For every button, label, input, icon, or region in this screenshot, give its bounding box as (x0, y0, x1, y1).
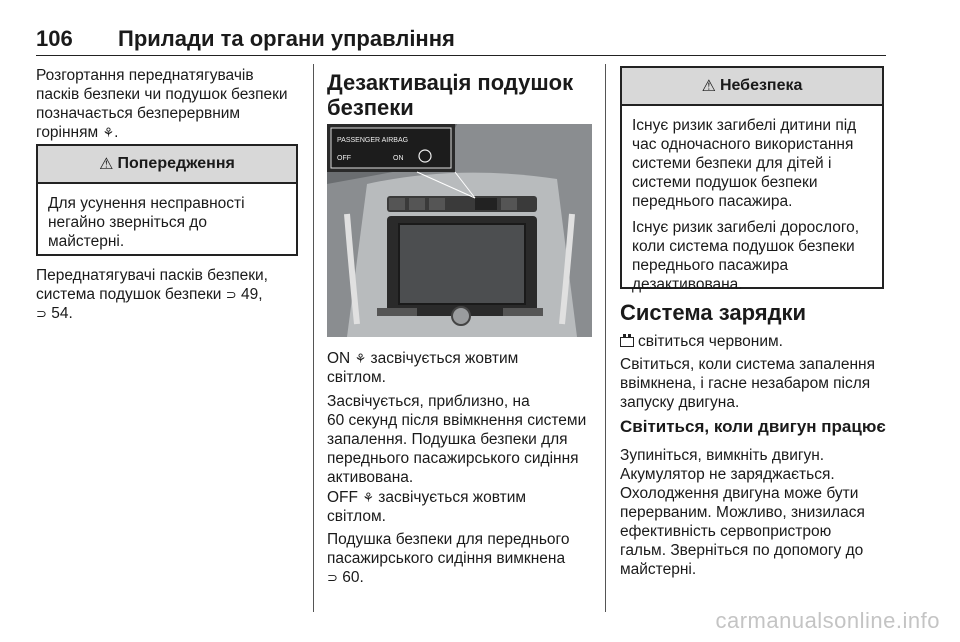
text-line: Світиться, коли система запалення (620, 356, 876, 373)
airbag-icon: ⚘ (102, 125, 115, 140)
charging-description (620, 355, 895, 412)
text-line: майстерні. (620, 561, 697, 578)
text-line: ⊃ 54. (36, 305, 73, 322)
warning-box-header (38, 146, 296, 184)
watermark: carmanualsonline.info (715, 608, 940, 633)
off-description-paragraph (327, 530, 602, 587)
text-line: ⊃ 60. (327, 569, 364, 586)
text-line: пасажирського сидіння вимкнена (327, 550, 566, 567)
seatbelt-paragraph (36, 266, 306, 323)
text-line: ввімкнена, і гасне незабаром після (620, 375, 871, 392)
danger-paragraph-2: Існує ризик загибелі дорослого, коли система подушок безпеки переднього пасажира дезактивована. (632, 219, 860, 293)
text-line: система подушок безпеки ⊃ 49, (36, 286, 263, 303)
page-ref-icon: ⊃ (327, 570, 338, 585)
page-ref-icon: ⊃ (36, 306, 47, 321)
text-line: переднього пасажирського сидіння (327, 450, 579, 467)
warning-icon: ⚠ (701, 78, 716, 95)
warning-line: негайно зверніться до (48, 214, 207, 231)
text-line: світлом. (327, 508, 386, 525)
text-line: OFF ⚘ засвічується жовтим (327, 489, 527, 506)
text-line: 60 секунд після ввімкнення системи (327, 412, 587, 429)
dashboard-photo (327, 124, 592, 337)
page-title: Прилади та органи управління (118, 26, 455, 51)
text-line: ефективність сервопристрою (620, 523, 832, 540)
text-line: Зупиніться, вимкніть двигун. (620, 447, 825, 464)
text-line: активована. (327, 469, 414, 486)
intro-line: горінням ⚘. (36, 124, 119, 141)
on-description-paragraph (327, 392, 602, 487)
text-line: Акумулятор не заряджається. (620, 466, 835, 483)
intro-line: Розгортання переднатягувачів (36, 67, 254, 84)
text-line: гальм. Зверніться по допомогу до (620, 542, 864, 559)
danger-paragraph-1: Існує ризик загибелі дитини під час одночасного використання системи безпеки для дітей і системи подушок безпеки переднього пасажира. (632, 117, 857, 210)
charging-system-heading: Система зарядки (620, 300, 807, 325)
intro-paragraph (36, 66, 306, 142)
intro-line: позначається безперервним (36, 105, 241, 122)
text-line: Охолодження двигуна може бути (620, 485, 859, 502)
passenger-airbag-label: PASSENGER AIRBAG (337, 137, 409, 144)
warning-box (36, 144, 298, 256)
warning-icon: ⚠ (99, 156, 114, 173)
danger-box-body (622, 106, 882, 302)
text-line: Переднатягувачі пасків безпеки, (36, 267, 268, 284)
page-header (36, 24, 886, 56)
text-line: Подушка безпеки для переднього (327, 531, 570, 548)
text-line: запуску двигуна. (620, 394, 740, 411)
text-line: Засвічується, приблизно, на (327, 393, 530, 410)
warning-title: Попередження (117, 155, 235, 172)
column-divider-1 (313, 64, 314, 612)
page-number: 106 (36, 26, 73, 51)
page-ref-icon: ⊃ (225, 287, 237, 302)
airbag-deactivation-heading: Дезактивація подушок безпеки (327, 70, 574, 120)
on-indicator-paragraph (327, 349, 602, 387)
warning-line: майстерні. (48, 233, 125, 250)
text-line: перерваним. Можливо, знизилася (620, 504, 865, 521)
battery-icon (620, 337, 634, 347)
engine-running-paragraph (620, 446, 895, 579)
warning-line: Для усунення несправності (48, 195, 245, 212)
figure-off-label: OFF (337, 155, 351, 162)
airbag-on-icon: ⚘ (354, 351, 367, 366)
danger-title: Небезпека (719, 77, 803, 94)
airbag-off-icon: ⚘ (362, 490, 374, 505)
engine-running-subheading: Світиться, коли двигун працює (620, 417, 886, 436)
text-line: ON ⚘ засвічується жовтим (327, 350, 519, 367)
text-line: світлом. (327, 369, 386, 386)
danger-box (620, 66, 884, 293)
warning-box-body (38, 184, 296, 259)
dashboard-illustration (327, 124, 592, 337)
danger-box-header (622, 68, 882, 106)
text-line: запалення. Подушка безпеки для (327, 431, 568, 448)
off-indicator-paragraph (327, 488, 602, 526)
figure-on-label: ON (393, 155, 404, 162)
charging-indicator-line: світиться червоним. (620, 332, 890, 351)
column-divider-2 (605, 64, 606, 612)
intro-line: пасків безпеки чи подушок безпеки (36, 86, 288, 103)
